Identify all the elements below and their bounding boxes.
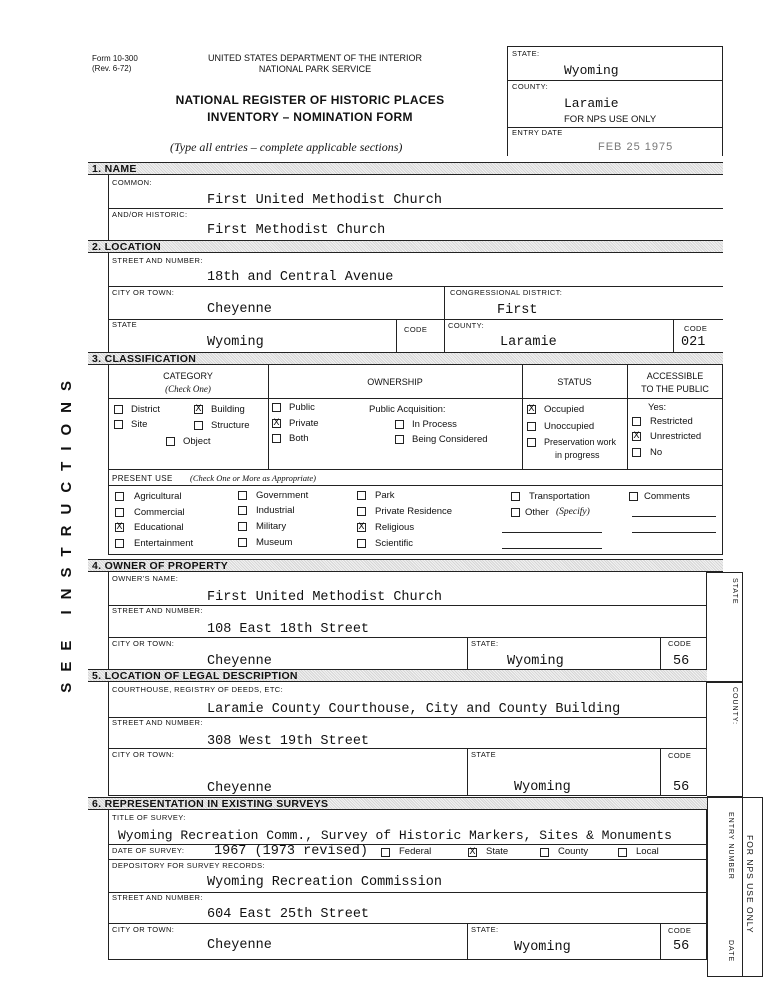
survey-state-label: STATE: (471, 925, 499, 934)
location-state: Wyoming (207, 335, 264, 350)
preservation-work-checkbox[interactable] (527, 438, 536, 447)
district-checkbox[interactable] (114, 405, 123, 414)
location-state-label: STATE (112, 320, 138, 329)
form-rev: (Rev. 6-72) (92, 64, 132, 73)
unoccupied-label: Unoccupied (544, 421, 595, 432)
side-county: Laramie (564, 96, 619, 111)
comments-line-1 (632, 516, 716, 517)
scientific-label: Scientific (375, 538, 414, 549)
owner-state: Wyoming (507, 654, 564, 669)
department: UNITED STATES DEPARTMENT OF THE INTERIOR (207, 53, 423, 63)
occupied-checkbox[interactable]: X (528, 404, 535, 414)
owner-code-label: CODE (668, 639, 692, 648)
state-survey-label: State (486, 846, 509, 857)
service: NATIONAL PARK SERVICE (258, 64, 372, 74)
religious-label: Religious (375, 522, 415, 533)
location-city-label: CITY OR TOWN: (112, 288, 175, 297)
entertainment-label: Entertainment (134, 538, 194, 549)
form-title (145, 92, 475, 126)
agricultural-label: Agricultural (134, 491, 182, 502)
courthouse: Laramie County Courthouse, City and County Building (207, 702, 621, 717)
public-checkbox[interactable] (272, 403, 281, 412)
depository-label: DEPOSITORY FOR SURVEY RECORDS: (112, 861, 266, 870)
no-checkbox[interactable] (632, 448, 641, 457)
comments-line-2 (632, 532, 716, 533)
commercial-checkbox[interactable] (115, 508, 124, 517)
county-survey-checkbox[interactable] (540, 848, 549, 857)
other-line-2 (502, 548, 602, 549)
other-label: Other (525, 507, 549, 518)
both-label: Both (289, 433, 309, 444)
nps-margin-box (707, 797, 743, 977)
yes-label: Yes: (648, 402, 667, 413)
military-checkbox[interactable] (238, 522, 247, 531)
park-checkbox[interactable] (357, 491, 366, 500)
present-use-label: PRESENT USE (112, 474, 173, 483)
owner-box (108, 572, 707, 672)
legal-box (108, 682, 707, 796)
margin-state-label: STATE (731, 578, 738, 605)
section-3-title: 3. CLASSIFICATION (92, 353, 197, 365)
historic-label: AND/OR HISTORIC: (112, 210, 188, 219)
form-no: Form 10-300 (92, 54, 138, 63)
title-line-2: INVENTORY – NOMINATION FORM (207, 110, 413, 124)
in-process-checkbox[interactable] (395, 420, 404, 429)
margin-nps-only: FOR NPS USE ONLY (745, 835, 755, 934)
depository: Wyoming Recreation Commission (207, 875, 442, 890)
courthouse-label: COURTHOUSE, REGISTRY OF DEEDS, ETC: (112, 685, 284, 694)
unoccupied-checkbox[interactable] (527, 422, 536, 431)
building-checkbox[interactable]: X (195, 404, 202, 414)
accessible-header-1: ACCESSIBLE (646, 371, 704, 381)
site-label: Site (131, 419, 148, 430)
side-state-label: STATE: (512, 49, 540, 58)
owner-name: First United Methodist Church (207, 590, 442, 605)
historic-name: First Methodist Church (207, 223, 386, 238)
comments-label: Comments (644, 491, 690, 502)
educational-label: Educational (134, 522, 184, 533)
entry-number-label: ENTRY NUMBER (727, 812, 734, 880)
structure-label: Structure (211, 420, 250, 431)
private-label: Private (289, 418, 319, 429)
specify-label: (Specify) (556, 507, 590, 517)
section-2-title: 2. LOCATION (92, 241, 162, 253)
section-1-title: 1. NAME (92, 163, 137, 175)
owner-code: 56 (673, 654, 690, 669)
location-city: Cheyenne (207, 302, 272, 317)
accessible-header-2: TO THE PUBLIC (641, 384, 709, 394)
survey-state: Wyoming (514, 940, 571, 955)
survey-code-label: CODE (668, 926, 692, 935)
religious-checkbox[interactable]: X (358, 522, 365, 532)
private-residence-label: Private Residence (375, 506, 453, 517)
site-checkbox[interactable] (114, 420, 123, 429)
county-code: 021 (681, 335, 706, 350)
category-header: CATEGORY (163, 371, 213, 381)
margin-date-label: DATE (727, 940, 734, 963)
restricted-checkbox[interactable] (632, 417, 641, 426)
owner-street: 108 East 18th Street (207, 622, 370, 637)
survey-city-label: CITY OR TOWN: (112, 925, 175, 934)
legal-code: 56 (673, 780, 690, 795)
state-code-label: CODE (404, 325, 428, 334)
no-label: No (650, 447, 663, 458)
in-process-label: In Process (412, 419, 457, 430)
section-2-header (88, 240, 723, 253)
location-street: 18th and Central Avenue (207, 270, 394, 285)
local-survey-checkbox[interactable] (618, 848, 627, 857)
survey-street: 604 East 25th Street (207, 907, 370, 922)
scientific-checkbox[interactable] (357, 539, 366, 548)
common-name: First United Methodist Church (207, 193, 442, 208)
section-4-title: 4. OWNER OF PROPERTY (92, 560, 229, 572)
title-line-1: NATIONAL REGISTER OF HISTORIC PLACES (175, 93, 445, 107)
federal-label: Federal (399, 846, 432, 857)
legal-state: Wyoming (514, 780, 571, 795)
government-label: Government (256, 490, 309, 501)
section-6-title: 6. REPRESENTATION IN EXISTING SURVEYS (92, 798, 329, 810)
survey-street-label: STREET AND NUMBER: (112, 893, 203, 902)
type-instruction: (Type all entries – complete applicable sections) (170, 140, 403, 154)
park-label: Park (375, 490, 395, 501)
private-residence-checkbox[interactable] (357, 507, 366, 516)
section-5-title: 5. LOCATION OF LEGAL DESCRIPTION (92, 670, 298, 682)
county-code-label: CODE (684, 324, 708, 333)
in-progress-label: in progress (555, 450, 600, 460)
private-checkbox[interactable]: X (273, 418, 280, 428)
other-line-1 (502, 532, 602, 533)
status-header: STATUS (557, 377, 592, 387)
owner-city: Cheyenne (207, 654, 272, 669)
location-street-label: STREET AND NUMBER: (112, 256, 203, 265)
building-label: Building (211, 404, 245, 415)
owner-city-label: CITY OR TOWN: (112, 639, 175, 648)
commercial-label: Commercial (134, 507, 185, 518)
legal-street-label: STREET AND NUMBER: (112, 718, 203, 727)
entry-date-label: ENTRY DATE (512, 128, 563, 137)
location-county: Laramie (500, 335, 557, 350)
section-3-header (88, 352, 723, 365)
transportation-checkbox[interactable] (511, 492, 520, 501)
side-nps-only: FOR NPS USE ONLY (564, 114, 657, 125)
object-checkbox[interactable] (166, 437, 175, 446)
legal-city-label: CITY OR TOWN: (112, 750, 175, 759)
legal-street: 308 West 19th Street (207, 734, 370, 749)
county-survey-label: County (558, 846, 589, 857)
transportation-label: Transportation (529, 491, 590, 502)
district-label: District (131, 404, 161, 415)
state-survey-checkbox[interactable]: X (469, 847, 476, 857)
section-1-header (88, 162, 723, 175)
section-6-header (88, 797, 707, 810)
other-checkbox[interactable] (511, 508, 520, 517)
preservation-work-label: Preservation work (544, 437, 617, 447)
public-acquisition-label: Public Acquisition: (369, 404, 446, 415)
educational-checkbox[interactable]: X (116, 522, 123, 532)
common-label: COMMON: (112, 178, 152, 187)
margin-county-label: COUNTY: (731, 687, 738, 726)
survey-date-label: DATE OF SURVEY: (112, 846, 185, 855)
occupied-label: Occupied (544, 404, 585, 415)
form-number (92, 54, 138, 74)
congressional-district: First (497, 303, 538, 318)
local-survey-label: Local (636, 846, 659, 857)
nps-side-box (507, 46, 723, 156)
survey-title-label: TITLE OF SURVEY: (112, 813, 186, 822)
ownership-header: OWNERSHIP (367, 377, 423, 387)
industrial-label: Industrial (256, 505, 295, 516)
structure-checkbox[interactable] (194, 421, 203, 430)
section-5-header (88, 669, 707, 682)
entry-date-stamp: FEB 25 1975 (598, 141, 674, 153)
being-considered-label: Being Considered (412, 434, 488, 445)
see-instructions: SEE INSTRUCTIONS (58, 370, 75, 693)
federal-checkbox[interactable] (381, 848, 390, 857)
both-checkbox[interactable] (272, 434, 281, 443)
unrestricted-label: Unrestricted (650, 431, 702, 442)
legal-state-label: STATE (471, 750, 497, 759)
industrial-checkbox[interactable] (238, 506, 247, 515)
congressional-label: CONGRESSIONAL DISTRICT: (450, 288, 563, 297)
object-label: Object (183, 436, 211, 447)
museum-label: Museum (256, 537, 293, 548)
legal-code-label: CODE (668, 751, 692, 760)
survey-title: Wyoming Recreation Comm., Survey of Historic Markers, Sites & Monuments (118, 828, 672, 843)
agency (170, 53, 460, 75)
survey-date: 1967 (1973 revised) (214, 844, 368, 859)
owner-state-label: STATE: (471, 639, 499, 648)
entertainment-checkbox[interactable] (115, 539, 124, 548)
comments-checkbox[interactable] (629, 492, 638, 501)
survey-code: 56 (673, 939, 690, 954)
survey-city: Cheyenne (207, 938, 272, 953)
location-county-label: COUNTY: (448, 321, 485, 330)
side-county-label: COUNTY: (512, 82, 549, 91)
unrestricted-checkbox[interactable]: X (633, 431, 640, 441)
restricted-label: Restricted (650, 416, 693, 427)
category-sub: (Check One) (165, 384, 211, 394)
museum-checkbox[interactable] (238, 538, 247, 547)
owner-street-label: STREET AND NUMBER: (112, 606, 203, 615)
military-label: Military (256, 521, 287, 532)
owner-name-label: OWNER'S NAME: (112, 574, 179, 583)
legal-city: Cheyenne (207, 781, 272, 796)
present-use-sub: (Check One or More as Appropriate) (190, 473, 316, 483)
section-4-header (88, 559, 723, 572)
being-considered-checkbox[interactable] (395, 435, 404, 444)
agricultural-checkbox[interactable] (115, 492, 124, 501)
side-state: Wyoming (564, 63, 619, 78)
public-label: Public (289, 402, 315, 413)
government-checkbox[interactable] (238, 491, 247, 500)
